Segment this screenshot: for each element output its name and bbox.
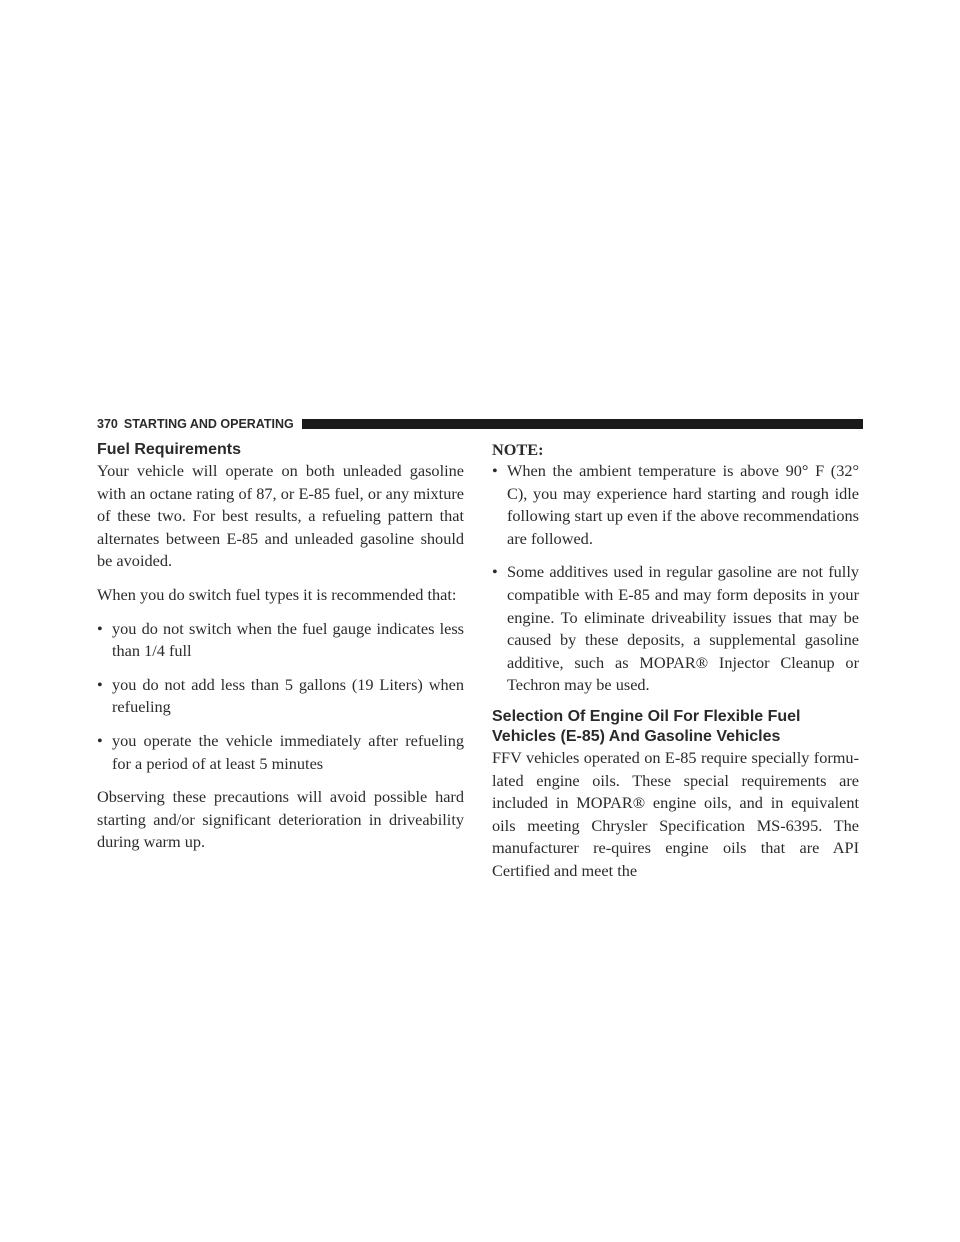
bullet-icon: • [492,461,498,480]
list-item-text: you operate the vehicle immediately after refueling for a period of at least 5 minutes [112,730,464,773]
page-header [97,417,863,431]
list-item-text: you do not add less than 5 gallons (19 Liters) when refueling [112,674,464,717]
engine-oil-paragraph: FFV vehicles operated on E-85 require specially formu-lated engine oils. These special requirements are included in MOPAR® engine oils, and in equivalent oils meeting Chrysler Specification MS-6395. The manufacturer re-quires engine oils that are API Certified and meet the [492,747,859,880]
page-number: 370 [97,417,118,431]
list-item [492,460,859,550]
intro-paragraph: Your vehicle will operate on both unleaded gasoline with an octane rating of 87, or E-85 fuel, or any mixture of these two. For best results, a refueling pattern that alternates between E-85 and unleaded gasoline should be avoided. [97,461,464,571]
switch-lead-paragraph: When you do switch fuel types it is recommended that: [97,584,457,604]
list-item-text: When the ambient temperature is above 90° F (32° C), you may experience hard starting and rough idle following start up even if the above recommendations are followed. [507,461,859,548]
fuel-requirements-heading: Fuel Requirements [97,441,242,458]
list-item [97,674,464,719]
list-item-text: you do not switch when the fuel gauge indicates less than 1/4 full [112,618,464,661]
section-title: STARTING AND OPERATING [123,417,294,431]
closing-paragraph: Observing these precautions will avoid possible hard starting and/or significant deterioration in driveability during warm up. [97,787,464,852]
header-rule [302,419,863,429]
bullet-icon: • [97,618,103,638]
right-column [492,440,859,883]
note-label: NOTE: [492,440,544,459]
engine-oil-heading: Selection Of Engine Oil For Flexible Fuel Vehicles (E-85) And Gasoline Vehicles [492,707,801,745]
list-item-text: Some additives used in regular gasoline are not fully compatible with E-85 and may form deposits in your engine. To eliminate driveability issues that may be caused by these deposits, a supplemental gasoline additive, such as MOPAR® Injector Cleanup or Techron may be used. [507,562,859,695]
list-item [492,561,859,697]
bullet-icon: • [492,562,498,582]
bullet-icon: • [97,674,103,694]
left-column [97,440,464,854]
list-item [97,730,464,775]
bullet-icon: • [97,730,103,750]
list-item [97,618,464,663]
